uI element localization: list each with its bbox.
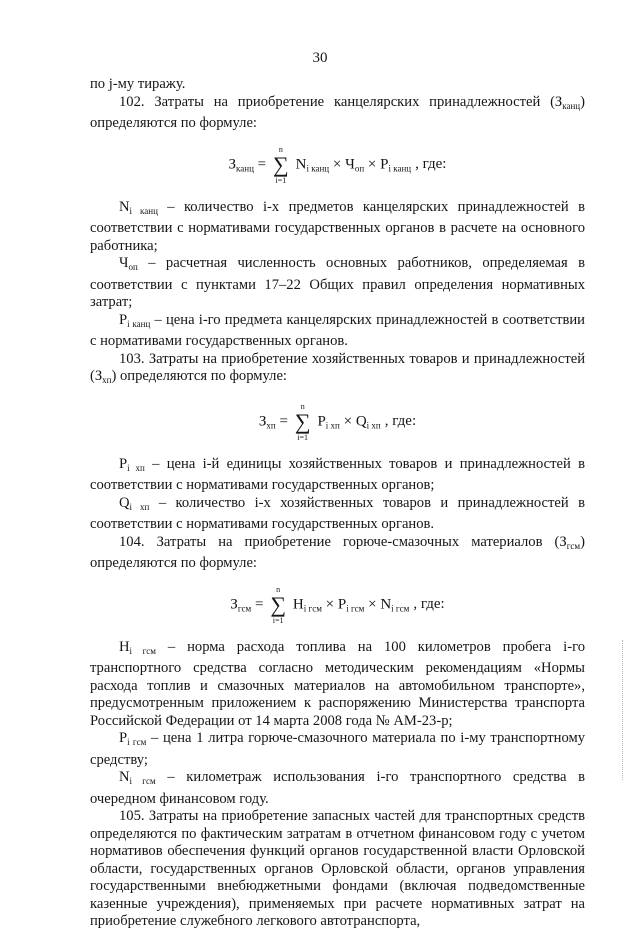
sum-symbol: n ∑ i=1	[270, 584, 287, 625]
intro-line: по j-му тиражу.	[90, 76, 186, 92]
definition: $N_{i канц}$ – количество i-х предметов канцелярских принадлежностей в соответствии с нормативами государственных органов в расчете на основного работника;	[90, 198, 585, 254]
definition: $Ч_{оп}$ – расчетная численность основных работников, определяемая в соответствии с пунктами 17–22 Общих правил определения нормативных затрат;	[90, 255, 585, 310]
section-104-heading: 104. Затраты на приобретение горюче-смазочных материалов $(З_{гсм})$ определяются по формуле:	[90, 533, 585, 571]
definition: $Н_{i гсм}$ – норма расхода топлива на 100 километров пробега i-го транспортного средства согласно методическим рекомендациям «Нормы расхода топлив и смазочных материалов на автомобильном транспорте», предусмотренным приложением к распоряжению Министерства транспорта Российской Федерации от 14 марта 2008 года № АМ-23-р;	[90, 638, 585, 729]
definition: $P_{i канц}$ – цена i-го предмета канцелярских принадлежностей в соответствии с нормативами государственных органов.	[90, 311, 585, 349]
sum-symbol: n ∑ i=1	[294, 401, 311, 442]
definition: $P_{i гсм}$ – цена 1 литра горюче-смазочного материала по i-му транспортному средству;	[90, 730, 585, 768]
page-number: 30	[312, 50, 328, 66]
definition: $Q_{i хп}$ – количество i-х хозяйственных товаров и принадлежностей в соответствии с нормативами государственных органов.	[90, 494, 585, 532]
definition: $N_{i гсм}$ – километраж использования i-го транспортного средства в очередном финансовом году.	[90, 769, 585, 807]
definition: $P_{i хп}$ – цена i-й единицы хозяйственных товаров и принадлежностей в соответствии с нормативами государственных органов;	[90, 455, 585, 493]
margin-stamp-mark	[622, 640, 625, 780]
formula-104: $З_{гсм}$ = n ∑ i=1 $Н_{i гсм} \times P_{i гсм} \times N_{i гсм}$ , где:	[230, 584, 445, 625]
document-body	[90, 76, 585, 931]
section-105-text: 105. Затраты на приобретение запасных частей для транспортных средств определяются по фактическим затратам в отчетном финансовом году с учетом нормативов обеспечения функций органов государственной власти Орловской области, государственных органов Орловской области, органов управления государственными внебюджетными фондами (включая подведомственные казенные учреждения), применяемых при расчете нормативных затрат на приобретение служебного легкового автотранспорта,	[90, 808, 585, 929]
section-103-heading: 103. Затраты на приобретение хозяйственных товаров и принадлежностей $(З_{хп})$ определяются по формуле:	[90, 350, 585, 385]
sum-symbol: n ∑ i=1	[273, 144, 289, 185]
formula-103: $З_{хп}$ = n ∑ i=1 $P_{i хп} \times Q_{i хп}$ , где:	[258, 401, 417, 442]
section-102-heading: 102. Затраты на приобретение канцелярских принадлежностей $(З_{канц})$ определяются по формуле:	[90, 93, 585, 131]
formula-102: $З_{канц}$ = n ∑ i=1 $N_{i канц} \times Ч_{оп} \times P_{i канц}$ , где:	[228, 144, 447, 185]
